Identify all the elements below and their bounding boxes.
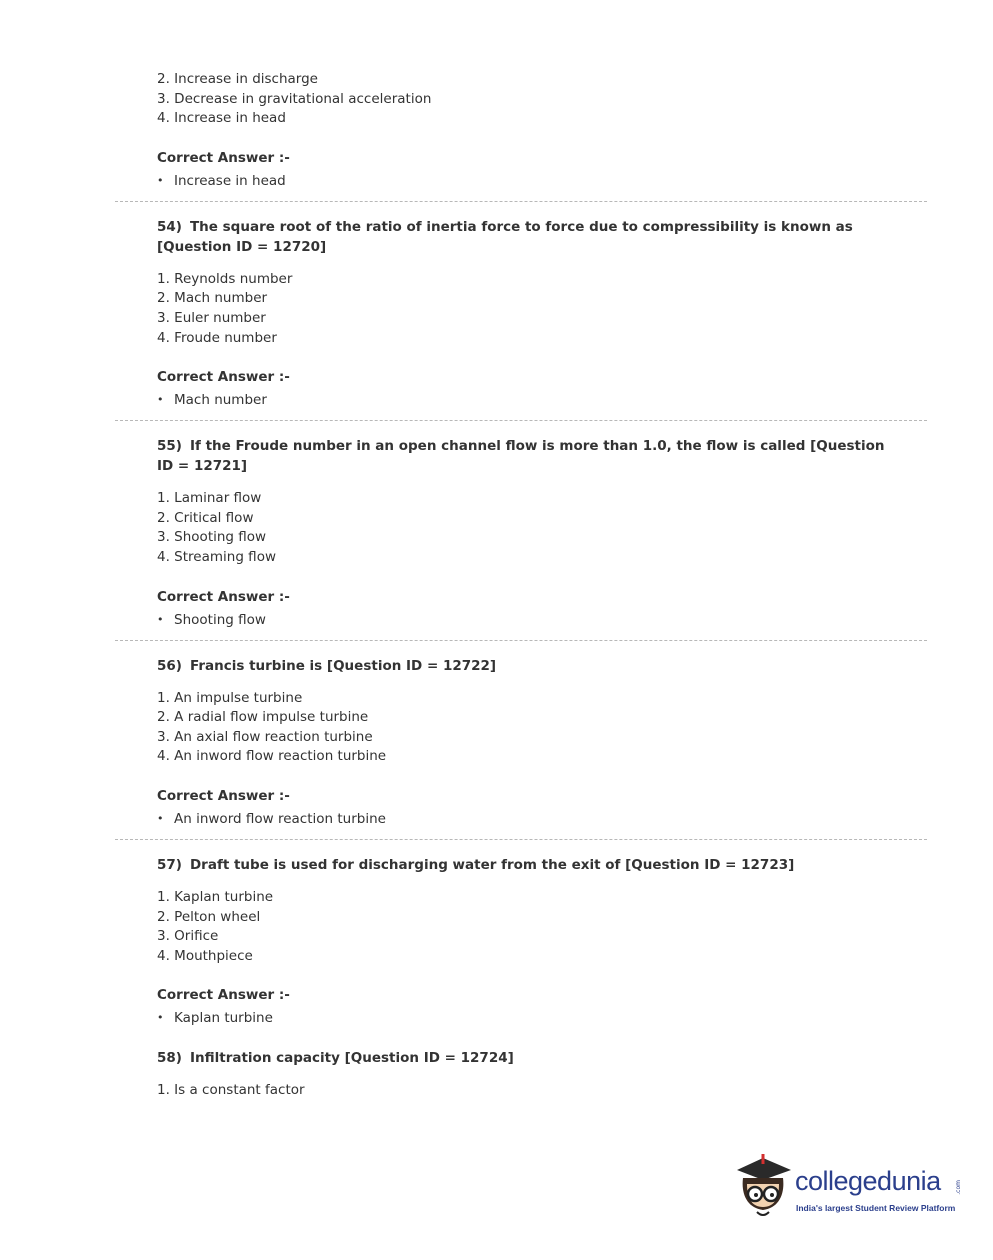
question-text: If the Froude number in an open channel flow is more than 1.0, the flow is called [Question ID = 12721] (157, 438, 885, 475)
correct-answer-text: Mach number (174, 392, 267, 409)
correct-answer (157, 1008, 885, 1028)
question-number: 56) (157, 657, 182, 674)
option: 2. Critical flow (157, 509, 254, 526)
question-title (157, 436, 885, 476)
question-title (157, 656, 885, 676)
correct-answer (157, 610, 885, 630)
option: 4. An inword flow reaction turbine (157, 748, 387, 765)
question-title (157, 855, 885, 875)
correct-answer-text: Increase in head (174, 172, 286, 189)
option: 3. Orifice (157, 928, 219, 945)
option: 2. Increase in discharge (157, 71, 318, 87)
correct-answer-text: Kaplan turbine (174, 1010, 273, 1027)
question-number: 57) (157, 856, 182, 873)
question-57 (157, 855, 885, 1028)
correct-answer-label: Correct Answer :- (157, 787, 290, 804)
correct-answer-label: Correct Answer :- (157, 588, 290, 605)
option-list (157, 270, 885, 348)
correct-answer (157, 390, 885, 410)
question-58 (157, 1048, 885, 1101)
correct-answer-text: Shooting flow (174, 611, 266, 628)
option: 1. Reynolds number (157, 270, 293, 287)
question-number: 55) (157, 438, 182, 455)
dashed-divider (115, 201, 927, 202)
option: 2. A radial flow impulse turbine (157, 709, 369, 726)
dashed-divider (115, 640, 927, 641)
question-number: 54) (157, 218, 182, 235)
question-54 (157, 217, 885, 410)
option-list (157, 70, 885, 129)
option: 4. Streaming flow (157, 548, 276, 565)
bullet: • (157, 612, 164, 626)
question-title (157, 217, 885, 257)
correct-answer-text: An inword flow reaction turbine (174, 810, 386, 827)
option-list (157, 1081, 885, 1101)
logo-tagline: India's largest Student Review Platform (796, 1203, 956, 1213)
dashed-divider (115, 420, 927, 421)
option: 1. An impulse turbine (157, 689, 303, 706)
option: 4. Mouthpiece (157, 947, 253, 964)
correct-answer-label: Correct Answer :- (157, 369, 290, 386)
question-text: The square root of the ratio of inertia force to force due to compressibility is known as [Question ID = 12720] (157, 218, 853, 255)
option: 2. Pelton wheel (157, 908, 261, 925)
correct-answer (157, 171, 885, 191)
option: 1. Is a constant factor (157, 1082, 305, 1099)
option: 2. Mach number (157, 290, 268, 307)
option: 3. Euler number (157, 309, 266, 326)
option: 3. Shooting flow (157, 529, 267, 546)
bullet: • (157, 173, 164, 187)
bullet: • (157, 1011, 164, 1025)
logo-suffix: .com (955, 1180, 962, 1195)
question-53-continuation (157, 70, 885, 191)
option-list (157, 689, 885, 767)
question-paper (157, 70, 885, 1101)
correct-answer-label: Correct Answer :- (157, 987, 290, 1004)
option: 1. Laminar flow (157, 490, 262, 507)
option: 1. Kaplan turbine (157, 888, 274, 905)
logo-wordmark: collegedunia (795, 1166, 941, 1196)
bullet: • (157, 811, 164, 825)
correct-answer-label: Correct Answer :- (157, 149, 290, 166)
option: 4. Froude number (157, 329, 277, 346)
dashed-divider (115, 839, 927, 840)
option-list (157, 489, 885, 567)
question-56 (157, 656, 885, 829)
question-text: Francis turbine is [Question ID = 12722] (189, 657, 497, 674)
collegedunia-logo (733, 1150, 963, 1222)
graduate-mascot-icon (733, 1150, 795, 1222)
option: 3. An axial flow reaction turbine (157, 728, 373, 745)
question-text: Infiltration capacity [Question ID = 12724] (189, 1050, 514, 1067)
option: 4. Increase in head (157, 110, 286, 127)
question-55 (157, 436, 885, 629)
question-title (157, 1048, 885, 1068)
correct-answer (157, 809, 885, 829)
bullet: • (157, 393, 164, 407)
question-text: Draft tube is used for discharging water from the exit of [Question ID = 12723] (189, 856, 795, 873)
option-list (157, 888, 885, 966)
option: 3. Decrease in gravitational acceleration (157, 90, 432, 107)
question-number: 58) (157, 1050, 182, 1067)
